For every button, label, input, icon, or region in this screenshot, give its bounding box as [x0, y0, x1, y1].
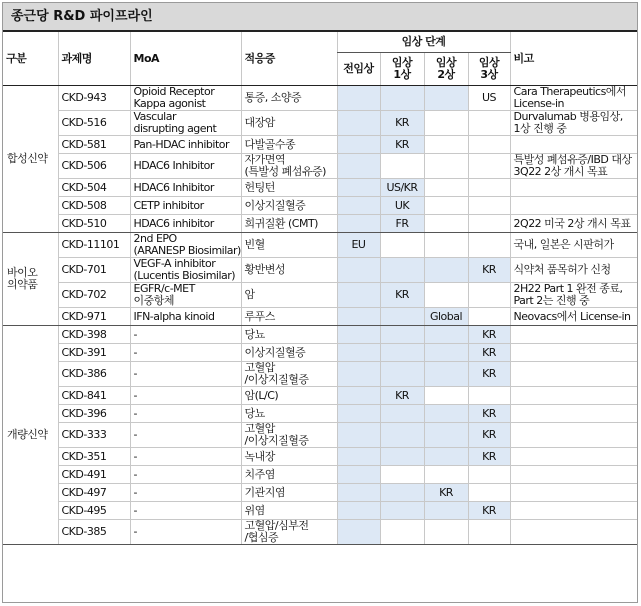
- moa-cell: [130, 423, 241, 448]
- table-row: [3, 179, 637, 197]
- header-phase-group: 임상 단계: [337, 31, 510, 53]
- phase-pre-cell: [337, 520, 380, 545]
- project-name: CKD-391: [58, 344, 130, 362]
- moa-cell: [130, 154, 241, 179]
- pipeline-table-frame: [2, 2, 638, 603]
- phase-p3-cell: [468, 484, 510, 502]
- moa-cell-line: Vascular: [133, 110, 176, 123]
- table-title: 종근당 R&D 파이프라인: [3, 3, 637, 30]
- moa-cell: [130, 215, 241, 233]
- indication-cell-line: 대장암: [244, 116, 275, 129]
- table-row: [3, 308, 637, 326]
- table-row: [3, 466, 637, 484]
- phase-p1-cell: [380, 154, 424, 179]
- indication-cell: [241, 423, 337, 448]
- moa-cell-line: 이중항체: [133, 294, 175, 307]
- moa-cell: [130, 362, 241, 387]
- phase-p1-cell: KR: [380, 136, 424, 154]
- header-project: 과제명: [58, 31, 130, 86]
- note-cell: [510, 233, 637, 258]
- moa-cell-line: HDAC6 inhibitor: [133, 216, 214, 230]
- phase-p3-cell: [468, 215, 510, 233]
- phase-p2-cell: [424, 423, 468, 448]
- moa-cell-line: IFN-alpha kinoid: [133, 309, 215, 323]
- moa-cell: [130, 466, 241, 484]
- header-phase1-line1: 임상: [391, 56, 413, 69]
- moa-cell: [130, 86, 241, 111]
- phase-pre-cell: [337, 502, 380, 520]
- project-name: CKD-516: [58, 111, 130, 136]
- phase-p2-cell: [424, 136, 468, 154]
- table-row: [3, 362, 637, 387]
- category-cell: 개량신약: [3, 326, 58, 545]
- note-cell: [510, 344, 637, 362]
- header-phase1-line2: 1상: [393, 68, 411, 81]
- indication-cell-line: 통증, 소양증: [244, 91, 302, 104]
- indication-cell: [241, 308, 337, 326]
- phase-p2-cell: [424, 233, 468, 258]
- note-cell: [510, 326, 637, 344]
- project-name: CKD-398: [58, 326, 130, 344]
- note-cell-line: 3Q22 2상 개시 목표: [513, 165, 608, 178]
- phase-p3-cell: KR: [468, 362, 510, 387]
- project-name: CKD-702: [58, 283, 130, 308]
- moa-cell-line: Kappa agonist: [133, 97, 206, 110]
- phase-pre-cell: [337, 136, 380, 154]
- moa-cell: [130, 111, 241, 136]
- note-cell: [510, 154, 637, 179]
- indication-cell: [241, 258, 337, 283]
- phase-p3-cell: [468, 197, 510, 215]
- phase-p1-cell: KR: [380, 111, 424, 136]
- phase-p2-cell: [424, 448, 468, 466]
- phase-p3-cell: [468, 233, 510, 258]
- indication-cell-line: (특발성 폐섬유증): [244, 165, 326, 178]
- phase-p1-cell: [380, 520, 424, 545]
- note-cell-line: Durvalumab 병용임상,: [513, 110, 623, 123]
- indication-cell: [241, 111, 337, 136]
- header-note: 비고: [510, 31, 637, 86]
- phase-pre-cell: [337, 423, 380, 448]
- category-cell: 합성신약: [3, 86, 58, 233]
- indication-cell-line: /협심증: [244, 531, 279, 544]
- phase-p2-cell: [424, 179, 468, 197]
- header-phase2: [424, 53, 468, 86]
- phase-pre-cell: [337, 154, 380, 179]
- phase-pre-cell: EU: [337, 233, 380, 258]
- table-row: [3, 387, 637, 405]
- indication-cell: [241, 154, 337, 179]
- table-row: [3, 448, 637, 466]
- phase-p1-cell: UK: [380, 197, 424, 215]
- indication-cell: [241, 484, 337, 502]
- note-cell-line: 식약처 품목허가 신청: [513, 263, 611, 276]
- phase-p2-cell: [424, 344, 468, 362]
- indication-cell-line: 위염: [244, 503, 265, 517]
- project-name: CKD-943: [58, 86, 130, 111]
- moa-cell: [130, 484, 241, 502]
- project-name: CKD-581: [58, 136, 130, 154]
- moa-cell: [130, 326, 241, 344]
- indication-cell-line: 암(L/C): [244, 388, 279, 402]
- header-phase1: [380, 53, 424, 86]
- moa-cell-line: disrupting agent: [133, 122, 217, 135]
- note-cell: [510, 405, 637, 423]
- phase-p3-cell: [468, 136, 510, 154]
- phase-p3-cell: KR: [468, 405, 510, 423]
- project-name: CKD-506: [58, 154, 130, 179]
- note-cell: [510, 197, 637, 215]
- moa-cell-line: (ARANESP Biosimilar): [133, 244, 241, 257]
- phase-p3-cell: [468, 154, 510, 179]
- moa-cell-line: VEGF-A inhibitor: [133, 257, 216, 270]
- note-cell: [510, 484, 637, 502]
- note-cell-line: 2H22 Part 1 완전 종료,: [513, 282, 623, 295]
- moa-cell-line: 2nd EPO: [133, 232, 177, 245]
- phase-p2-cell: [424, 405, 468, 423]
- phase-p2-cell: [424, 466, 468, 484]
- phase-p1-cell: FR: [380, 215, 424, 233]
- phase-p1-cell: [380, 466, 424, 484]
- indication-cell: [241, 197, 337, 215]
- phase-pre-cell: [337, 86, 380, 111]
- moa-cell-line: -: [133, 503, 137, 517]
- phase-p3-cell: KR: [468, 344, 510, 362]
- phase-p1-cell: [380, 423, 424, 448]
- project-name: CKD-701: [58, 258, 130, 283]
- phase-p1-cell: [380, 405, 424, 423]
- indication-cell: [241, 344, 337, 362]
- indication-cell-line: 이상지질혈증: [244, 198, 306, 212]
- phase-p1-cell: [380, 233, 424, 258]
- indication-cell-line: 빈혈: [244, 238, 265, 251]
- indication-cell-line: 희귀질환 (CMT): [244, 216, 318, 230]
- note-cell: [510, 448, 637, 466]
- header-phase2-line2: 2상: [437, 68, 455, 81]
- phase-p3-cell: [468, 520, 510, 545]
- moa-cell-line: HDAC6 Inhibitor: [133, 180, 214, 194]
- phase-pre-cell: [337, 448, 380, 466]
- indication-cell: [241, 283, 337, 308]
- project-name: CKD-396: [58, 405, 130, 423]
- moa-cell-line: HDAC6 Inhibitor: [133, 159, 214, 172]
- indication-cell: [241, 405, 337, 423]
- project-name: CKD-971: [58, 308, 130, 326]
- note-cell: [510, 136, 637, 154]
- project-name: CKD-386: [58, 362, 130, 387]
- table-row: [3, 520, 637, 545]
- phase-p1-cell: [380, 362, 424, 387]
- moa-cell: [130, 344, 241, 362]
- moa-cell-line: Opioid Receptor: [133, 85, 215, 98]
- note-cell: [510, 502, 637, 520]
- pipeline-body: [3, 86, 637, 545]
- table-row: [3, 154, 637, 179]
- moa-cell-line: -: [133, 406, 137, 420]
- phase-pre-cell: [337, 111, 380, 136]
- moa-cell-line: -: [133, 449, 137, 463]
- phase-p1-cell: [380, 86, 424, 111]
- moa-cell: [130, 405, 241, 423]
- phase-pre-cell: [337, 215, 380, 233]
- category-cell: 바이오 의약품: [3, 233, 58, 326]
- header-phase2-line1: 임상: [435, 56, 457, 69]
- moa-cell-line: -: [133, 525, 137, 538]
- note-cell-line: 2Q22 미국 2상 개시 목표: [513, 216, 631, 230]
- phase-p2-cell: [424, 520, 468, 545]
- note-cell: [510, 308, 637, 326]
- header-category: 구분: [3, 31, 58, 86]
- moa-cell-line: EGFR/c-MET: [133, 282, 195, 295]
- project-name: CKD-495: [58, 502, 130, 520]
- phase-p3-cell: KR: [468, 258, 510, 283]
- phase-p2-cell: [424, 502, 468, 520]
- project-name: CKD-841: [58, 387, 130, 405]
- note-cell: [510, 111, 637, 136]
- indication-cell-line: 기관지염: [244, 485, 286, 499]
- phase-p3-cell: [468, 111, 510, 136]
- phase-p2-cell: [424, 258, 468, 283]
- indication-cell-line: 치주염: [244, 467, 275, 481]
- note-cell: [510, 466, 637, 484]
- moa-cell: [130, 387, 241, 405]
- phase-pre-cell: [337, 308, 380, 326]
- table-row: [3, 86, 637, 111]
- indication-cell: [241, 215, 337, 233]
- indication-cell-line: 고혈압/심부전: [244, 519, 309, 532]
- phase-p3-cell: [468, 179, 510, 197]
- header-phase3-line1: 임상: [478, 56, 500, 69]
- indication-cell: [241, 179, 337, 197]
- note-cell: [510, 362, 637, 387]
- indication-cell-line: 녹내장: [244, 449, 275, 463]
- indication-cell: [241, 387, 337, 405]
- indication-cell-line: 다발골수종: [244, 137, 296, 151]
- moa-cell-line: CETP inhibitor: [133, 198, 204, 212]
- indication-cell: [241, 448, 337, 466]
- indication-cell: [241, 136, 337, 154]
- phase-pre-cell: [337, 197, 380, 215]
- note-cell-line: Cara Therapeutics에서: [513, 85, 627, 98]
- moa-cell: [130, 308, 241, 326]
- phase-p3-cell: [468, 387, 510, 405]
- moa-cell-line: -: [133, 428, 137, 441]
- header-moa: MoA: [130, 31, 241, 86]
- moa-cell: [130, 197, 241, 215]
- note-cell-line: Part 2는 진행 중: [513, 294, 590, 307]
- phase-pre-cell: [337, 362, 380, 387]
- phase-p3-cell: KR: [468, 502, 510, 520]
- note-cell: [510, 283, 637, 308]
- phase-p1-cell: US/KR: [380, 179, 424, 197]
- indication-cell-line: 루푸스: [244, 309, 275, 323]
- project-name: CKD-385: [58, 520, 130, 545]
- indication-cell-line: 당뇨: [244, 406, 265, 420]
- phase-pre-cell: [337, 466, 380, 484]
- phase-p1-cell: [380, 308, 424, 326]
- phase-pre-cell: [337, 484, 380, 502]
- phase-pre-cell: [337, 405, 380, 423]
- project-name: CKD-491: [58, 466, 130, 484]
- project-name: CKD-504: [58, 179, 130, 197]
- indication-cell-line: 헌팅턴: [244, 180, 275, 194]
- moa-cell-line: Pan-HDAC inhibitor: [133, 137, 230, 151]
- phase-p2-cell: [424, 215, 468, 233]
- table-row: [3, 136, 637, 154]
- project-name: CKD-510: [58, 215, 130, 233]
- header-preclinical: 전임상: [337, 53, 380, 86]
- moa-cell-line: -: [133, 345, 137, 359]
- phase-p1-cell: [380, 326, 424, 344]
- note-cell-line: 특발성 폐섬유증/IBD 대상: [513, 153, 632, 166]
- header-indication: 적응증: [241, 31, 337, 86]
- table-row: [3, 258, 637, 283]
- indication-cell-line: 고혈압: [244, 361, 275, 374]
- indication-cell-line: 당뇨: [244, 327, 265, 341]
- phase-p2-cell: [424, 283, 468, 308]
- phase-p1-cell: KR: [380, 387, 424, 405]
- phase-pre-cell: [337, 258, 380, 283]
- indication-cell-line: /이상지질혈증: [244, 434, 309, 447]
- phase-p3-cell: US: [468, 86, 510, 111]
- phase-p2-cell: [424, 362, 468, 387]
- indication-cell: [241, 362, 337, 387]
- table-row: [3, 233, 637, 258]
- table-row: [3, 215, 637, 233]
- note-cell: [510, 258, 637, 283]
- moa-cell: [130, 520, 241, 545]
- project-name: CKD-351: [58, 448, 130, 466]
- moa-cell-line: -: [133, 467, 137, 481]
- phase-pre-cell: [337, 179, 380, 197]
- phase-p3-cell: KR: [468, 326, 510, 344]
- phase-p3-cell: [468, 466, 510, 484]
- note-cell-line: Neovacs에서 License-in: [513, 309, 631, 323]
- indication-cell-line: 고혈압: [244, 422, 275, 435]
- indication-cell: [241, 502, 337, 520]
- phase-p2-cell: [424, 387, 468, 405]
- note-cell: [510, 423, 637, 448]
- phase-pre-cell: [337, 387, 380, 405]
- moa-cell-line: -: [133, 327, 137, 341]
- indication-cell: [241, 466, 337, 484]
- indication-cell: [241, 326, 337, 344]
- table-row: [3, 283, 637, 308]
- indication-cell-line: 자가면역: [244, 153, 286, 166]
- phase-p2-cell: Global: [424, 308, 468, 326]
- moa-cell-line: -: [133, 367, 137, 380]
- moa-cell-line: (Lucentis Biosimilar): [133, 269, 236, 282]
- indication-cell-line: 황반변성: [244, 263, 286, 276]
- phase-p2-cell: KR: [424, 484, 468, 502]
- phase-p1-cell: [380, 484, 424, 502]
- note-cell: [510, 215, 637, 233]
- indication-cell-line: /이상지질혈증: [244, 373, 309, 386]
- note-cell: [510, 520, 637, 545]
- phase-pre-cell: [337, 344, 380, 362]
- phase-p2-cell: [424, 86, 468, 111]
- indication-cell-line: 이상지질혈증: [244, 345, 306, 359]
- table-row: [3, 502, 637, 520]
- moa-cell-line: -: [133, 388, 137, 402]
- moa-cell: [130, 136, 241, 154]
- phase-p3-cell: [468, 283, 510, 308]
- indication-cell-line: 암: [244, 288, 255, 301]
- phase-p2-cell: [424, 197, 468, 215]
- phase-p1-cell: [380, 258, 424, 283]
- note-cell: [510, 179, 637, 197]
- moa-cell: [130, 179, 241, 197]
- phase-p1-cell: [380, 344, 424, 362]
- note-cell-line: 국내, 일본은 시판허가: [513, 238, 614, 251]
- phase-p3-cell: KR: [468, 423, 510, 448]
- moa-cell: [130, 448, 241, 466]
- note-cell: [510, 86, 637, 111]
- phase-p3-cell: [468, 308, 510, 326]
- indication-cell: [241, 520, 337, 545]
- project-name: CKD-497: [58, 484, 130, 502]
- indication-cell: [241, 86, 337, 111]
- phase-pre-cell: [337, 326, 380, 344]
- moa-cell: [130, 502, 241, 520]
- phase-p1-cell: [380, 448, 424, 466]
- project-name: CKD-11101: [58, 233, 130, 258]
- indication-cell: [241, 233, 337, 258]
- moa-cell: [130, 258, 241, 283]
- phase-p1-cell: KR: [380, 283, 424, 308]
- moa-cell: [130, 233, 241, 258]
- header-phase3: [468, 53, 510, 86]
- note-cell-line: License-in: [513, 97, 564, 110]
- moa-cell-line: -: [133, 485, 137, 499]
- table-row: [3, 344, 637, 362]
- table-row: [3, 484, 637, 502]
- phase-pre-cell: [337, 283, 380, 308]
- phase-p2-cell: [424, 111, 468, 136]
- header-phase3-line2: 3상: [480, 68, 498, 81]
- project-name: CKD-508: [58, 197, 130, 215]
- phase-p3-cell: KR: [468, 448, 510, 466]
- phase-p2-cell: [424, 154, 468, 179]
- table-row: [3, 197, 637, 215]
- table-row: [3, 326, 637, 344]
- moa-cell: [130, 283, 241, 308]
- pipeline-table: [3, 30, 637, 545]
- phase-p1-cell: [380, 502, 424, 520]
- table-row: [3, 423, 637, 448]
- table-row: [3, 111, 637, 136]
- project-name: CKD-333: [58, 423, 130, 448]
- note-cell: [510, 387, 637, 405]
- table-row: [3, 405, 637, 423]
- note-cell-line: 1상 진행 중: [513, 122, 567, 135]
- phase-p2-cell: [424, 326, 468, 344]
